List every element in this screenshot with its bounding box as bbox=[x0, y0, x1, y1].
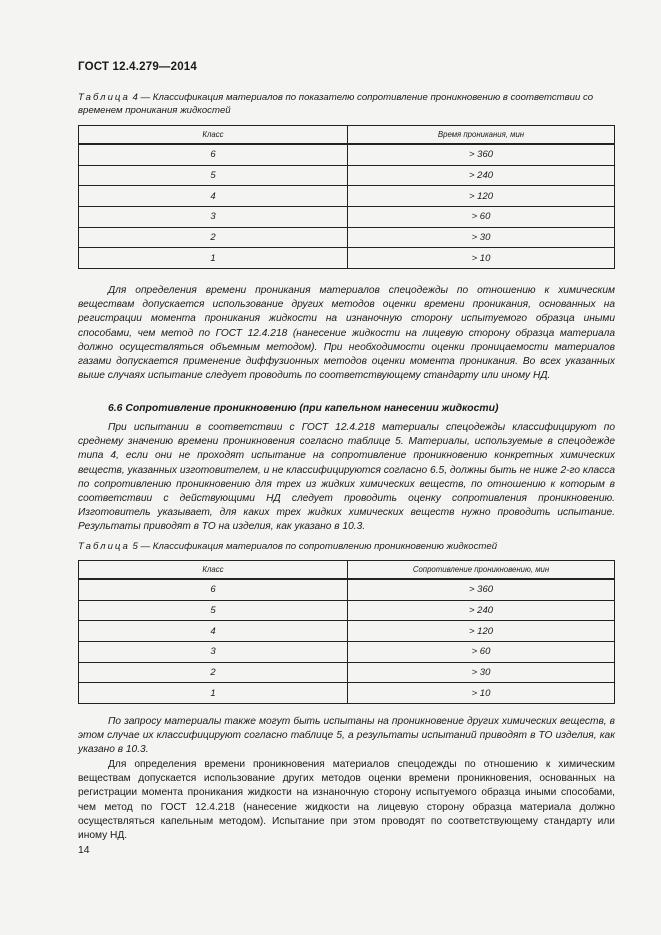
table-cell: > 30 bbox=[348, 227, 615, 248]
document-header: ГОСТ 12.4.279—2014 bbox=[78, 61, 197, 73]
table-row bbox=[79, 144, 615, 165]
table-cell: 6 bbox=[79, 144, 348, 165]
table5-caption-text: 5 — Классификация материалов по сопротивлению проникновению жидкостей bbox=[132, 541, 498, 552]
table4-col-class: Класс bbox=[79, 126, 348, 145]
table-row bbox=[79, 579, 615, 600]
table-cell: 4 bbox=[79, 621, 348, 642]
table-row bbox=[79, 600, 615, 621]
table-cell: > 240 bbox=[348, 600, 615, 621]
table-row bbox=[79, 248, 615, 269]
paragraph-2 bbox=[78, 421, 615, 535]
table5-col-class: Класс bbox=[79, 561, 348, 580]
table-cell: > 60 bbox=[348, 207, 615, 228]
paragraph-4-text: Для определения времени проникновения материалов спецодежды по отношению к химическим веществам допускается использование других методов оценки времени проникновения, основанных на регистрации момента проникания жидкости на изнаночную сторону испытуемого образца иными способами, чем метод по ГОСТ 12.4.218 (нанесение жидкости на лицевую сторону образца материала должно осуществляться капельным методом). Испытание при этом проводят по соответствующему стандарту или иному НД. bbox=[78, 759, 615, 842]
table-cell: > 120 bbox=[348, 621, 615, 642]
table4 bbox=[78, 125, 615, 269]
table-cell: > 240 bbox=[348, 165, 615, 186]
table5-col-time: Сопротивление проникновению, мин bbox=[348, 561, 615, 580]
table4-col-time: Время проникания, мин bbox=[348, 126, 615, 145]
table-cell: > 10 bbox=[348, 248, 615, 269]
page-number: 14 bbox=[78, 845, 90, 856]
table4-caption-text: 4 — Классификация материалов по показателю сопротивление проникновению в соответствии со временем проникания жидкостей bbox=[78, 92, 594, 116]
table5-caption bbox=[78, 541, 618, 554]
table-cell: 3 bbox=[79, 207, 348, 228]
table4-caption-label: Таблица bbox=[78, 92, 130, 103]
table-cell: > 60 bbox=[348, 642, 615, 663]
paragraph-3 bbox=[78, 715, 615, 758]
table-cell: 3 bbox=[79, 642, 348, 663]
table-row bbox=[79, 186, 615, 207]
table-cell: > 120 bbox=[348, 186, 615, 207]
table-row bbox=[79, 683, 615, 704]
table5 bbox=[78, 560, 615, 704]
paragraph-2-text: При испытании в соответствии с ГОСТ 12.4.218 материалы спецодежды классифицируют по среднему значению времени проникновения согласно таблице 5. Материалы, используемые в спецодежде типа 4, если они не проходят испытание на сопротивление проникновению конкретных химических веществ, указанных изготовителем, и не классифицируются согласно 6.5, должны быть не ниже 2-го класса по сопротивлению проникновению для трех из жидких химических веществ, по отношению к которым в соответствии с действующими НД следует проводить оценку сопротивления проникновению. Изготовитель указывает, для каких трех жидких химических веществ нужно проводить испытание. Результаты приводят в ТО на изделия, как указано в 10.3. bbox=[78, 422, 615, 533]
table-cell: 2 bbox=[79, 662, 348, 683]
table-row bbox=[79, 662, 615, 683]
table-row bbox=[79, 642, 615, 663]
table4-caption bbox=[78, 92, 618, 117]
paragraph-1-text: Для определения времени проникания материалов спецодежды по отношению к химическим веществам допускается использование других методов оценки времени проникания, основанных на регистрации момента проникания жидкости на изнаночную сторону испытуемого образца иными способами, чем метод по ГОСТ 12.4.218 (нанесение жидкости на лицевую сторону образца материала должно осуществляться объемным методом). При необходимости оценки проницаемости материалов газами допускается применение диффузионных методов оценки момента проникания. Во всех указанных выше случаях испытание следует проводить по соответствующему стандарту или иному НД. bbox=[78, 285, 615, 382]
table-cell: 5 bbox=[79, 600, 348, 621]
table4-header-row bbox=[79, 126, 615, 145]
table-cell: > 360 bbox=[348, 144, 615, 165]
table-row bbox=[79, 227, 615, 248]
table-cell: > 10 bbox=[348, 683, 615, 704]
table-row bbox=[79, 621, 615, 642]
table-cell: 2 bbox=[79, 227, 348, 248]
table-cell: > 360 bbox=[348, 579, 615, 600]
section-6-6-title: 6.6 Сопротивление проникновению (при капельном нанесении жидкости) bbox=[108, 403, 499, 414]
table-cell: 1 bbox=[79, 248, 348, 269]
table-row bbox=[79, 165, 615, 186]
table-cell: 6 bbox=[79, 579, 348, 600]
table-cell: 1 bbox=[79, 683, 348, 704]
table-cell: > 30 bbox=[348, 662, 615, 683]
paragraph-4 bbox=[78, 758, 615, 843]
table5-caption-label: Таблица bbox=[78, 541, 130, 552]
table5-header-row bbox=[79, 561, 615, 580]
paragraph-3-text: По запросу материалы также могут быть испытаны на проникновение других химических веществ, в этом случае их классифицируют согласно таблице 5, а результаты испытаний приводят в ТО изделия, как указано в 10.3. bbox=[78, 716, 615, 756]
table-cell: 4 bbox=[79, 186, 348, 207]
paragraph-1 bbox=[78, 284, 615, 383]
table-row bbox=[79, 207, 615, 228]
table-cell: 5 bbox=[79, 165, 348, 186]
